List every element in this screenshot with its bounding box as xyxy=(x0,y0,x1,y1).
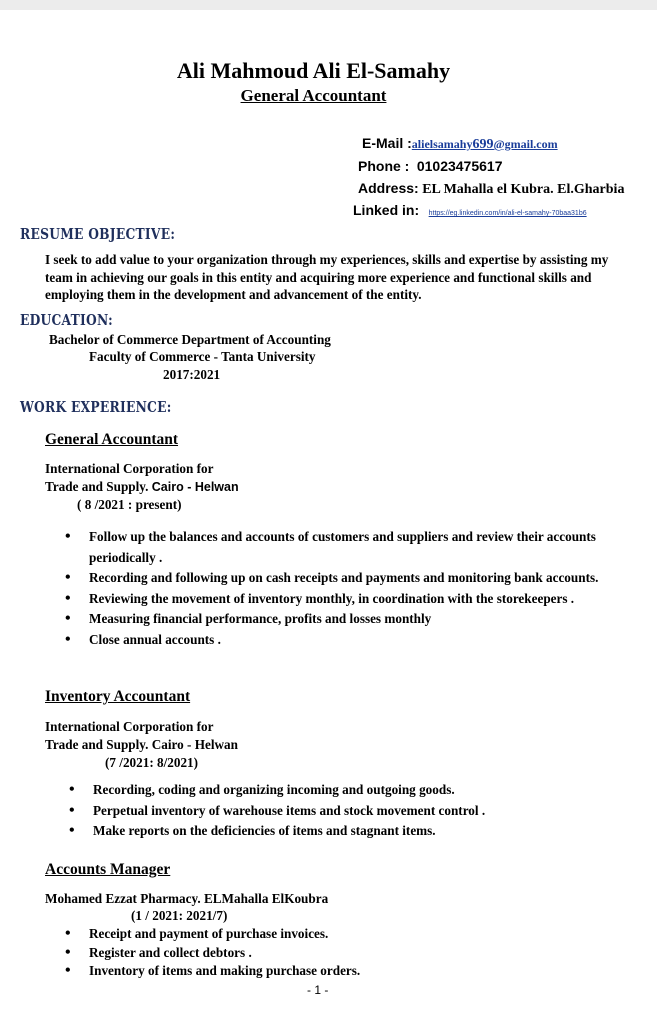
resume-title: General Accountant xyxy=(240,86,387,105)
phone-label: Phone : xyxy=(358,158,410,174)
list-item: • Recording, coding and organizing incoming and outgoing goods. xyxy=(49,780,649,801)
resume-name: Ali Mahmoud Ali El-Samahy xyxy=(176,58,451,83)
job-duties xyxy=(49,780,649,842)
objective-text: I seek to add value to your organization through my experiences, skills and expertise by assisting my team in achieving our goals in this entity and acquiring more experience and functional skills and employing them in the development and advancement of the entity. xyxy=(45,252,609,302)
list-item: • Measuring financial performance, profits and losses monthly xyxy=(45,609,645,630)
address-line xyxy=(358,180,624,198)
address-value: EL Mahalla el Kubra. El.Gharbia xyxy=(422,182,625,197)
objective-heading: RESUME OBJECTIVE: xyxy=(20,225,176,243)
job-title: Inventory Accountant xyxy=(45,688,191,705)
job-title: Accounts Manager xyxy=(45,861,171,878)
email-line xyxy=(362,135,558,153)
list-item: • Reviewing the movement of inventory monthly, in coordination with the storekeepers . xyxy=(45,589,645,610)
list-item: • Follow up the balances and accounts of customers and suppliers and review their accounts periodically . xyxy=(45,527,649,568)
list-item: • Perpetual inventory of warehouse items and stock movement control . xyxy=(49,801,649,822)
list-item: • Recording and following up on cash receipts and payments and monitoring bank accounts. xyxy=(45,568,649,589)
job-company: International Corporation for xyxy=(45,719,214,734)
list-item: • Register and collect debtors . xyxy=(45,944,645,963)
job-duties xyxy=(45,925,645,981)
job-duties xyxy=(45,527,645,650)
education-heading: EDUCATION: xyxy=(20,311,113,329)
linkedin-line xyxy=(353,202,587,220)
job-title: General Accountant xyxy=(45,431,179,448)
top-bar xyxy=(0,0,657,10)
job-company-line2: Trade and Supply. Cairo - Helwan xyxy=(45,479,239,494)
list-item: • Receipt and payment of purchase invoices. xyxy=(45,925,645,944)
phone-line xyxy=(358,158,503,176)
linkedin-link[interactable]: https://eg.linkedin.com/in/ali-el-samahy-70baa31b6 xyxy=(428,210,587,217)
job-company: International Corporation for xyxy=(45,461,214,476)
education-degree: Bachelor of Commerce Department of Accounting xyxy=(49,332,331,347)
list-item: • Make reports on the deficiencies of items and stagnant items. xyxy=(49,821,649,842)
list-item: • Close annual accounts . xyxy=(45,630,645,651)
job-company: Mohamed Ezzat Pharmacy. ELMahalla ElKoubra xyxy=(45,891,329,906)
email-label: E-Mail : xyxy=(362,135,412,151)
job-period: (7 /2021: 8/2021) xyxy=(105,755,199,770)
phone-value: 01023475617 xyxy=(416,158,503,174)
job-period: (1 / 2021: 2021/7) xyxy=(131,908,228,923)
work-heading: WORK EXPERIENCE: xyxy=(20,398,172,416)
education-years: 2017:2021 xyxy=(163,367,221,382)
email-link[interactable]: alielsamahy699@gmail.com xyxy=(411,137,558,152)
linkedin-label: Linked in: xyxy=(353,202,420,218)
job-company-line2: Trade and Supply. Cairo - Helwan xyxy=(45,737,238,752)
list-item: • Inventory of items and making purchase orders. xyxy=(45,962,645,981)
education-faculty: Faculty of Commerce - Tanta University xyxy=(89,349,316,364)
page-number: - 1 - xyxy=(307,983,329,997)
job-period: ( 8 /2021 : present) xyxy=(77,497,182,512)
address-label: Address: xyxy=(358,180,419,196)
